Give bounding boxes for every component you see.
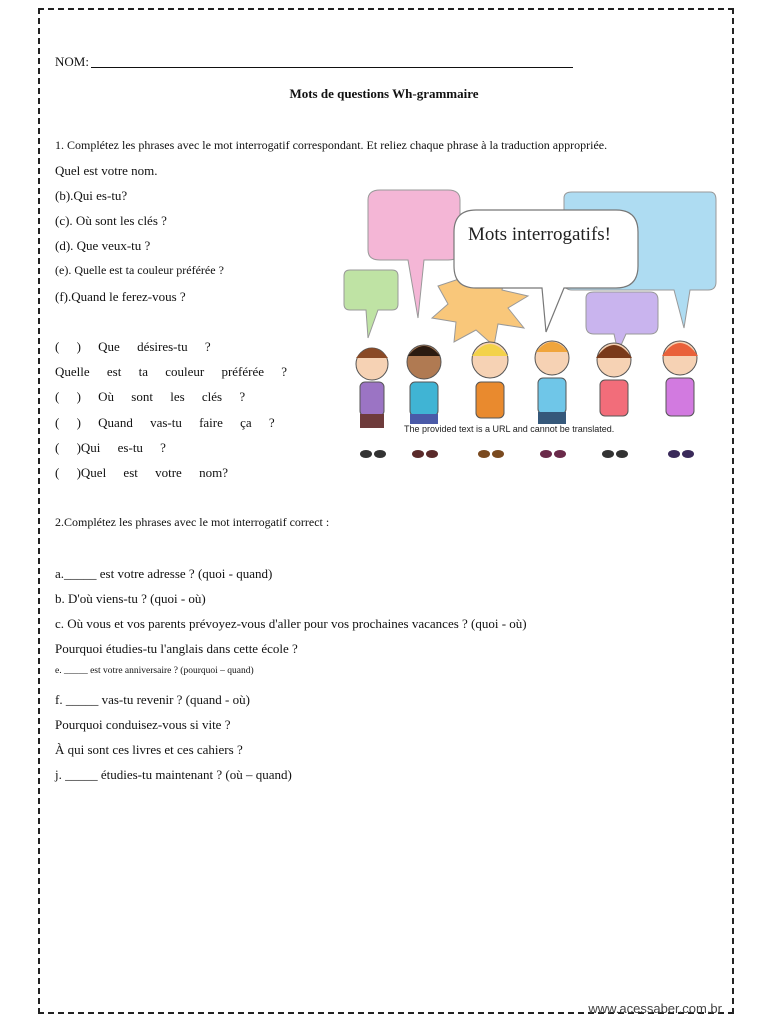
exercise-item-d: Pourquoi étudies-tu l'anglais dans cette école ? — [55, 641, 298, 656]
green-speech-bubble — [344, 270, 398, 338]
exercise-item-g: Pourquoi conduisez-vous si vite ? — [55, 717, 231, 732]
image-caption: The provided text is a URL and cannot be translated. — [404, 424, 615, 434]
question-b: (b).Qui es-tu? — [55, 188, 128, 203]
match-item-4: ( ) Quand vas-tu faire ça ? — [55, 415, 275, 430]
kid-5 — [596, 343, 632, 458]
question-d: (d). Que veux-tu ? — [55, 238, 151, 253]
exercise-item-f: f. _____ vas-tu revenir ? (quand - où) — [55, 692, 250, 707]
kid-6 — [662, 341, 698, 458]
name-blank-line — [91, 55, 573, 68]
page-border — [38, 8, 734, 1014]
section2-instruction: 2.Complétez les phrases avec le mot interrogatif correct : — [55, 515, 330, 529]
question-a: Quel est votre nom. — [55, 163, 158, 178]
match-item-2: Quelle est ta couleur préférée ? — [55, 364, 288, 379]
bubble-title: Mots interrogatifs! — [468, 224, 612, 245]
question-c: (c). Où sont les clés ? — [55, 213, 167, 228]
footer-website: www.acessaber.com.br — [588, 1001, 722, 1016]
section1-instruction: 1. Complétez les phrases avec le mot interrogatif correspondant. Et reliez chaque phrase à la traduction appropriée. — [55, 138, 608, 152]
purple-speech-bubble — [586, 292, 658, 352]
kid-1 — [356, 348, 388, 458]
exercise-item-a: a._____ est votre adresse ? (quoi - quand) — [55, 566, 273, 581]
exercise-item-h: À qui sont ces livres et ces cahiers ? — [55, 742, 243, 757]
kid-3 — [472, 342, 508, 458]
exercise-item-c: c. Où vous et vos parents prévoyez-vous d'aller pour vos prochaines vacances ? (quoi - où) — [55, 616, 527, 631]
question-f: (f).Quand le ferez-vous ? — [55, 289, 186, 304]
exercise-item-j: j. _____ étudies-tu maintenant ? (où – quand) — [55, 767, 292, 782]
kid-4 — [535, 341, 569, 458]
page-title: Mots de questions Wh-grammaire — [289, 86, 479, 101]
match-item-3: ( ) Où sont les clés ? — [55, 389, 246, 404]
match-item-6: ( )Quel est votre nom? — [55, 465, 228, 480]
exercise-item-b: b. D'où viens-tu ? (quoi - où) — [55, 591, 206, 606]
name-field — [55, 54, 573, 70]
match-item-5: ( )Qui es-tu ? — [55, 440, 166, 455]
match-item-1: ( ) Que désires-tu ? — [55, 339, 211, 354]
name-label: NOM: — [55, 54, 89, 69]
question-e: (e). Quelle est ta couleur préférée ? — [55, 263, 224, 277]
kid-2 — [407, 345, 441, 458]
exercise-item-e: e. _____ est votre anniversaire ? (pourquoi – quand) — [55, 666, 254, 676]
question-words-illustration — [338, 186, 718, 460]
